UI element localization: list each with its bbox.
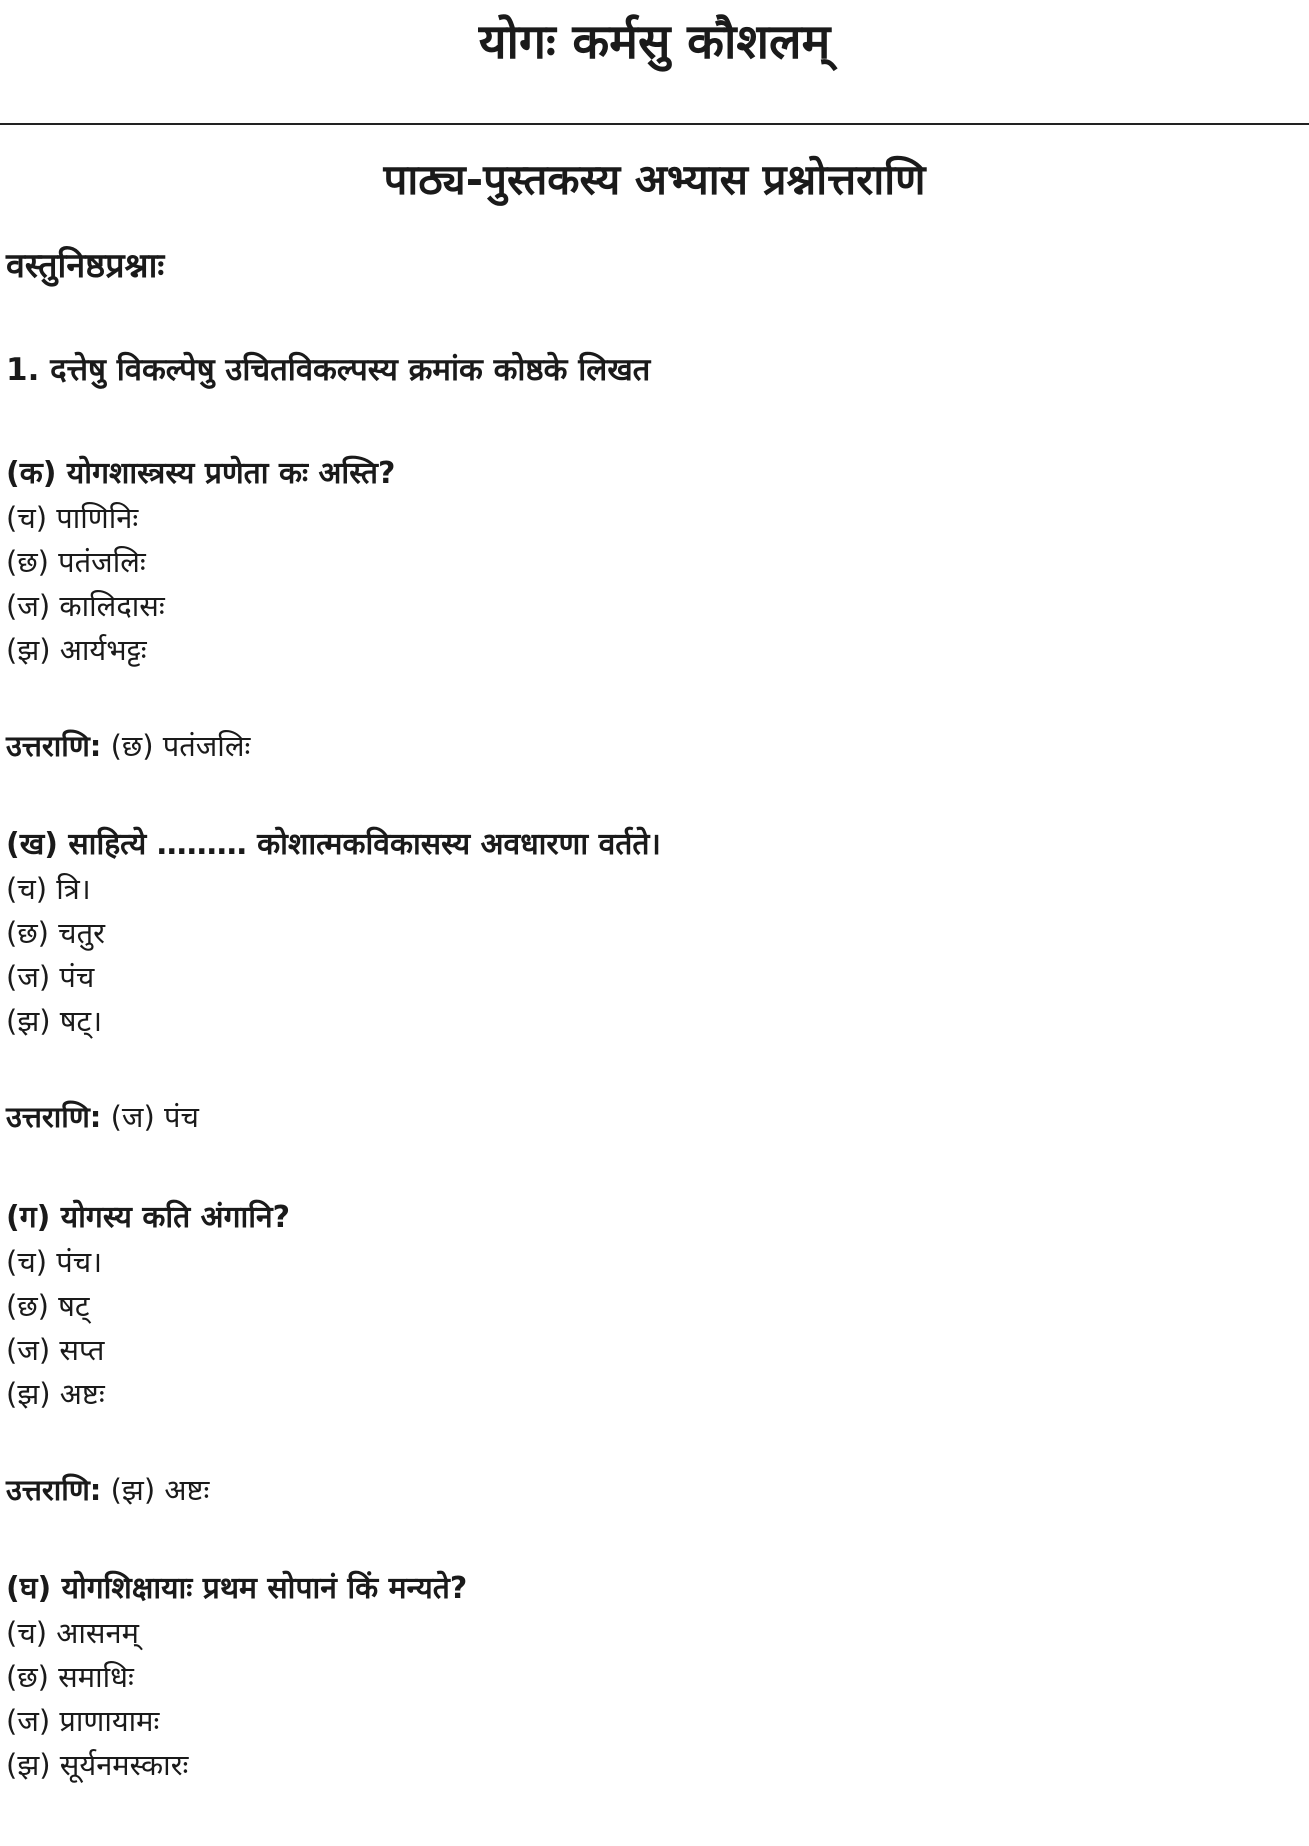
- question-block: [6, 452, 1296, 672]
- answer-line: [6, 724, 250, 768]
- question-block: [6, 823, 1296, 1043]
- question-text: (क) योगशास्त्रस्य प्रणेता कः अस्ति?: [6, 456, 396, 491]
- title-divider: [0, 123, 1309, 125]
- section-heading: वस्तुनिष्ठप्रश्नाः: [6, 246, 165, 286]
- question-text: (घ) योगशिक्षायाः प्रथम सोपानं किं मन्यते?: [6, 1571, 468, 1606]
- page-title: योगः कर्मसु कौशलम्: [478, 14, 831, 70]
- option-item: (च) त्रि।: [6, 872, 91, 906]
- page-subtitle: पाठ्य-पुस्तकस्य अभ्यास प्रश्नोत्तराणि: [383, 155, 926, 204]
- option-item: (च) पंच।: [6, 1245, 103, 1279]
- option-item: (ज) सप्त: [6, 1333, 105, 1367]
- option-item: (ज) प्राणायामः: [6, 1704, 160, 1738]
- question-block: [6, 1196, 1296, 1416]
- answer-value: (ज) पंच: [110, 1100, 199, 1134]
- option-item: (छ) चतुर: [6, 916, 105, 950]
- answer-value: (छ) पतंजलिः: [110, 729, 251, 763]
- option-item: (छ) पतंजलिः: [6, 545, 146, 579]
- question-text: (ग) योगस्य कति अंगानि?: [6, 1200, 291, 1235]
- option-item: (झ) सूर्यनमस्कारः: [6, 1748, 189, 1782]
- answer-label: उत्तराणि:: [6, 729, 102, 763]
- option-item: (झ) आर्यभट्टः: [6, 633, 147, 667]
- question-block: [6, 1567, 1296, 1787]
- option-item: (छ) समाधिः: [6, 1660, 134, 1694]
- answer-value: (झ) अष्टः: [110, 1473, 210, 1507]
- instruction-text: 1. दत्तेषु विकल्पेषु उचितविकल्पस्य क्रमांक कोष्ठके लिखत: [6, 352, 651, 388]
- question-text: (ख) साहित्ये ……… कोशात्मकविकासस्य अवधारणा वर्तते।: [6, 827, 661, 862]
- option-item: (च) पाणिनिः: [6, 501, 139, 535]
- answer-label: उत्तराणि:: [6, 1100, 102, 1134]
- answer-line: [6, 1468, 209, 1512]
- option-item: (झ) षट्।: [6, 1004, 103, 1038]
- answer-label: उत्तराणि:: [6, 1473, 102, 1507]
- option-item: (ज) कालिदासः: [6, 589, 165, 623]
- answer-line: [6, 1095, 199, 1139]
- option-item: (छ) षट्: [6, 1289, 90, 1323]
- option-item: (च) आसनम्: [6, 1616, 139, 1650]
- option-item: (झ) अष्टः: [6, 1377, 105, 1411]
- option-item: (ज) पंच: [6, 960, 95, 994]
